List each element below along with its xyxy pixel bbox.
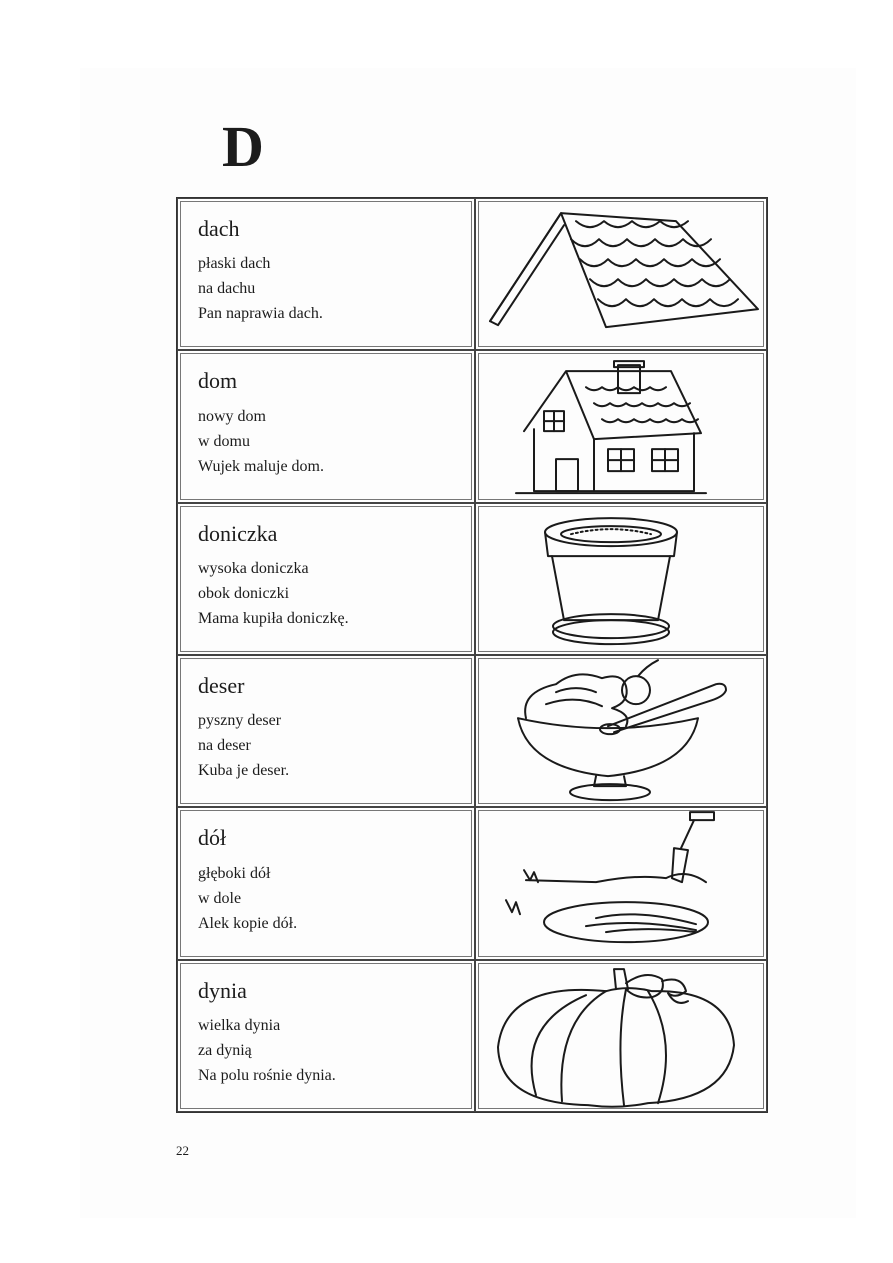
entry-phrase: Wujek maluje dom. bbox=[198, 457, 324, 475]
entry-phrase: nowy dom bbox=[198, 407, 266, 425]
entry-phrase: za dynią bbox=[198, 1041, 252, 1059]
roof-picture bbox=[476, 199, 766, 349]
pumpkin-picture bbox=[476, 961, 766, 1111]
entry-word: deser bbox=[198, 672, 245, 698]
entry-picture-cell bbox=[475, 198, 767, 350]
entry-phrase: na deser bbox=[198, 737, 251, 755]
entry-text-cell bbox=[177, 198, 475, 350]
entry-word: dół bbox=[198, 825, 227, 851]
entry-phrase: Kuba je deser. bbox=[198, 762, 290, 780]
entry-word: dynia bbox=[198, 977, 247, 1003]
entry-text-cell bbox=[177, 503, 475, 655]
entry-picture-cell bbox=[475, 960, 767, 1112]
page-number: 22 bbox=[176, 1143, 189, 1158]
entry-phrase: Alek kopie dół. bbox=[198, 914, 298, 932]
entry-phrase: wielka dynia bbox=[198, 1016, 281, 1034]
house-picture bbox=[476, 351, 766, 501]
entry-phrase: Na polu rośnie dynia. bbox=[198, 1066, 336, 1084]
entry-phrase: na dachu bbox=[198, 280, 256, 298]
entry-phrase: płaski dach bbox=[198, 255, 271, 273]
entry-picture-cell bbox=[475, 503, 767, 655]
entry-phrase: w dole bbox=[198, 889, 242, 907]
entry-phrase: Pan naprawia dach. bbox=[198, 305, 323, 323]
entry-picture-cell bbox=[475, 807, 767, 959]
hole-picture bbox=[476, 808, 766, 958]
entry-word: doniczka bbox=[198, 520, 278, 546]
entry-phrase: głęboki dół bbox=[198, 864, 271, 882]
entry-word: dom bbox=[198, 368, 238, 394]
chapter-letter: D bbox=[222, 114, 264, 179]
entry-picture-cell bbox=[475, 655, 767, 807]
word-table bbox=[176, 197, 768, 1113]
entry-text-cell bbox=[177, 655, 475, 807]
entry-phrase: Mama kupiła doniczkę. bbox=[198, 609, 349, 627]
dessert-picture bbox=[476, 656, 766, 806]
entry-text-cell bbox=[177, 807, 475, 959]
entry-phrase: obok doniczki bbox=[198, 584, 290, 602]
entry-text-cell bbox=[177, 350, 475, 502]
flowerpot-picture bbox=[476, 504, 766, 654]
entry-phrase: pyszny deser bbox=[198, 712, 282, 730]
entry-phrase: w domu bbox=[198, 432, 250, 450]
entry-picture-cell bbox=[475, 350, 767, 502]
entry-text-cell bbox=[177, 960, 475, 1112]
entry-word: dach bbox=[198, 216, 240, 241]
entry-phrase: wysoka doniczka bbox=[198, 559, 309, 577]
